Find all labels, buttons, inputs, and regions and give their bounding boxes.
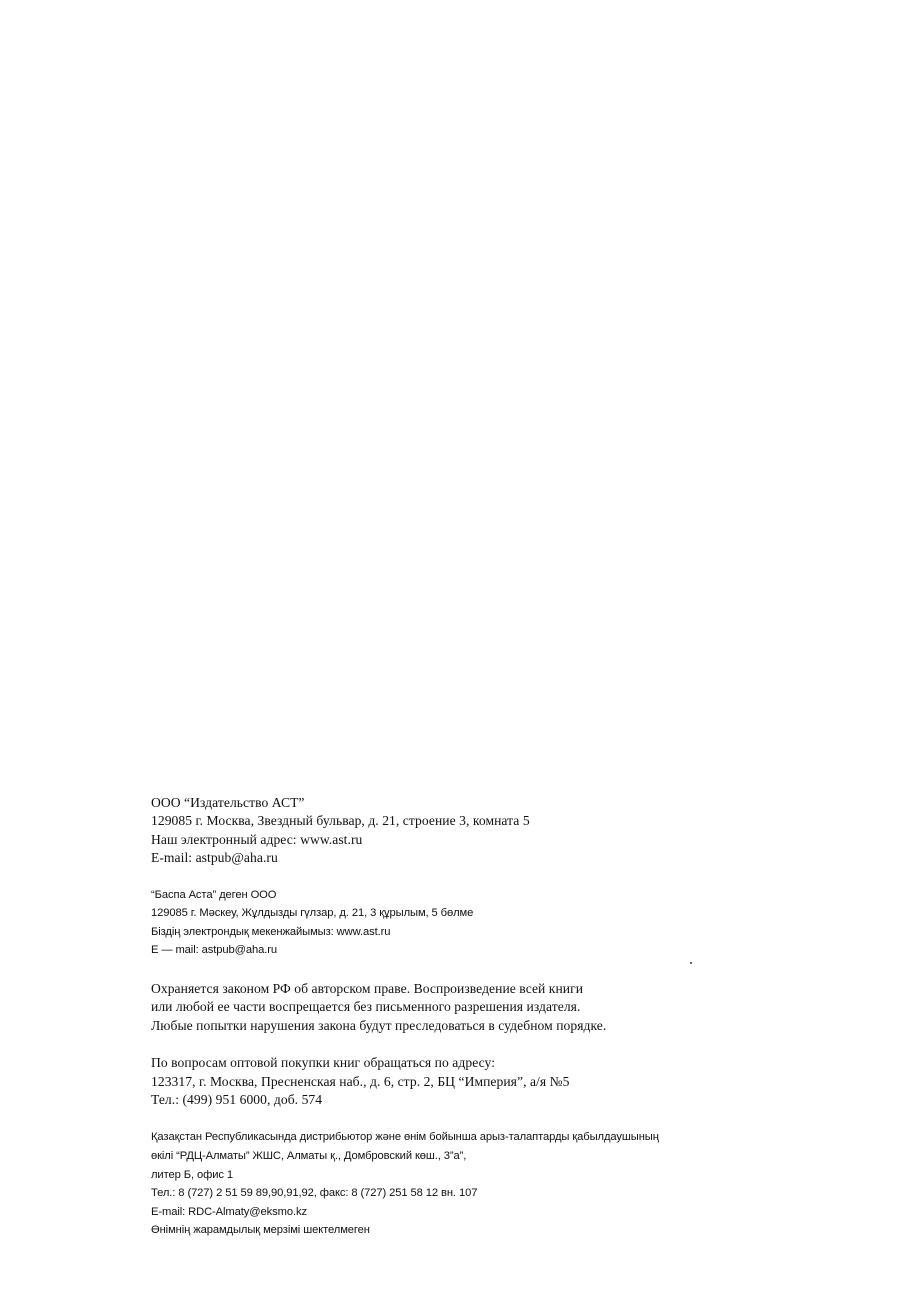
kz-distributor-line: литер Б, офис 1 <box>151 1168 233 1181</box>
copyright-line: Охраняется законом РФ об авторском праве. Воспроизведение всей книги <box>151 981 584 996</box>
print-speck <box>690 962 692 964</box>
kz-distributor-phone: Тел.: 8 (727) 2 51 59 89,90,91,92, факс: 8 (727) 251 58 12 вн. 107 <box>151 1187 478 1200</box>
kz-distributor-line: өкілі “РДЦ-Алматы” ЖШС, Алматы қ., Домбровский көш., 3”а”, <box>151 1150 467 1163</box>
wholesale-phone: Тел.: (499) 951 6000, доб. 574 <box>151 1092 323 1108</box>
kz-distributor-block <box>151 1128 871 1240</box>
publisher-ru-address: 129085 г. Москва, Звездный бульвар, д. 21, строение 3, комната 5 <box>151 813 530 829</box>
copyright-line: или любой ее части воспрещается без письменного разрешения издателя. <box>151 999 581 1015</box>
publisher-ru-email: E-mail: astpub@aha.ru <box>151 850 278 866</box>
copyright-line: Любые попытки нарушения закона будут преследоваться в судебном порядке. <box>151 1017 607 1033</box>
publisher-ru-block <box>151 794 871 868</box>
imprint-text <box>151 794 871 1240</box>
publisher-kz-website: Біздің электрондық мекенжайымыз: www.ast.ru <box>151 925 391 938</box>
kz-distributor-line: Қазақстан Республикасында дистрибьютор және өнім бойынша арыз-талаптарды қабылдаушының <box>151 1131 659 1144</box>
wholesale-intro: По вопросам оптовой покупки книг обращаться по адресу: <box>151 1055 496 1071</box>
wholesale-contact-block <box>151 1054 871 1109</box>
publisher-kz-block <box>151 886 871 960</box>
publisher-ru-name: ООО “Издательство АСТ” <box>151 795 305 810</box>
kz-distributor-email: E-mail: RDC-Almaty@eksmo.kz <box>151 1205 307 1218</box>
copyright-notice <box>151 980 871 1035</box>
publisher-kz-address: 129085 г. Мәскеу, Жұлдызды гүлзар, д. 21, 3 құрылым, 5 бөлме <box>151 907 474 920</box>
wholesale-address: 123317, г. Москва, Пресненская наб., д. 6, стр. 2, БЦ “Империя”, а/я №5 <box>151 1073 570 1089</box>
publisher-ru-website: Наш электронный адрес: www.ast.ru <box>151 831 363 847</box>
publisher-kz-name: “Баспа Аста” деген ООО <box>151 888 277 901</box>
kz-shelf-life-note: Өнімнің жарамдылық мерзімі шектелмеген <box>151 1224 370 1237</box>
publisher-kz-email: E — mail: astpub@aha.ru <box>151 944 277 957</box>
